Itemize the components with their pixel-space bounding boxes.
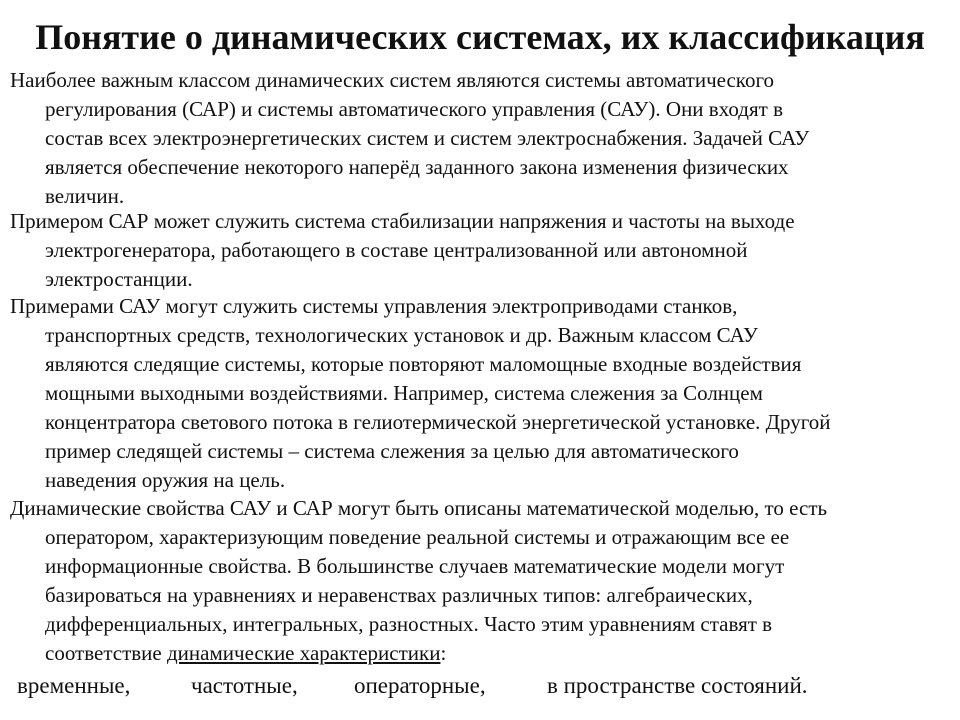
paragraph-line: являются следящие системы, которые повторяют маломощные входные воздействия <box>45 352 802 376</box>
slide-title: Понятие о динамических системах, их классификация <box>35 17 925 57</box>
paragraph-line: регулирования (САР) и системы автоматического управления (САУ). Они входят в <box>45 97 783 121</box>
characteristic-frequency: частотные, <box>191 673 298 698</box>
paragraph-line: мощными выходными воздействиями. Например, система слежения за Солнцем <box>45 381 763 405</box>
characteristics-row <box>17 670 947 702</box>
paragraph-line: концентратора светового потока в гелиотермической энергетической установке. Другой <box>45 410 831 434</box>
paragraph-line: наведения оружия на цель. <box>45 468 286 492</box>
paragraph-line: электрогенератора, работающего в составе централизованной или автономной <box>45 238 748 262</box>
paragraph-line: оператором, характеризующим поведение реальной системы и отражающим все ее <box>45 525 790 549</box>
paragraph-line: пример следящей системы – система слежения за целью для автоматического <box>45 439 739 463</box>
characteristic-time: временные, <box>17 673 131 698</box>
dynamic-characteristics-link[interactable]: динамические характеристики <box>167 641 441 665</box>
paragraph-line: базироваться на уравнениях и неравенствах различных типов: алгебраических, <box>45 583 753 607</box>
link-prefix-text: соответствие <box>45 641 167 665</box>
paragraph-line: состав всех электроэнергетических систем и систем электроснабжения. Задачей САУ <box>45 126 810 150</box>
paragraph-line: Примерами САУ могут служить системы управления электроприводами станков, <box>10 294 738 318</box>
paragraph-line: Динамические свойства САУ и САР могут быть описаны математической моделью, то есть <box>10 496 828 520</box>
paragraph-sar-example <box>10 207 950 294</box>
characteristic-operator: операторные, <box>354 673 486 698</box>
link-suffix-text: : <box>440 641 447 665</box>
characteristic-state-space: в пространстве состояний. <box>547 673 808 698</box>
paragraph-line: Примером САР может служить система стабилизации напряжения и частоты на выходе <box>10 209 795 233</box>
paragraph-line: является обеспечение некоторого наперёд заданного закона изменения физических <box>45 155 789 179</box>
paragraph-line: Наиболее важным классом динамических систем являются системы автоматического <box>10 68 775 92</box>
paragraph-line: транспортных средств, технологических установок и др. Важным классом САУ <box>45 323 758 347</box>
paragraph-sau-examples <box>10 292 950 495</box>
paragraph-line: информационные свойства. В большинстве случаев математические модели могут <box>45 554 785 578</box>
paragraph-sar-sau-intro <box>10 66 950 211</box>
paragraph-line: электростанции. <box>45 267 193 291</box>
paragraph-line: величин. <box>45 184 125 208</box>
paragraph-line-with-link <box>10 639 950 668</box>
paragraph-dynamic-properties <box>10 494 950 668</box>
paragraph-line: дифференциальных, интегральных, разностных. Часто этим уравнениям ставят в <box>45 612 773 636</box>
